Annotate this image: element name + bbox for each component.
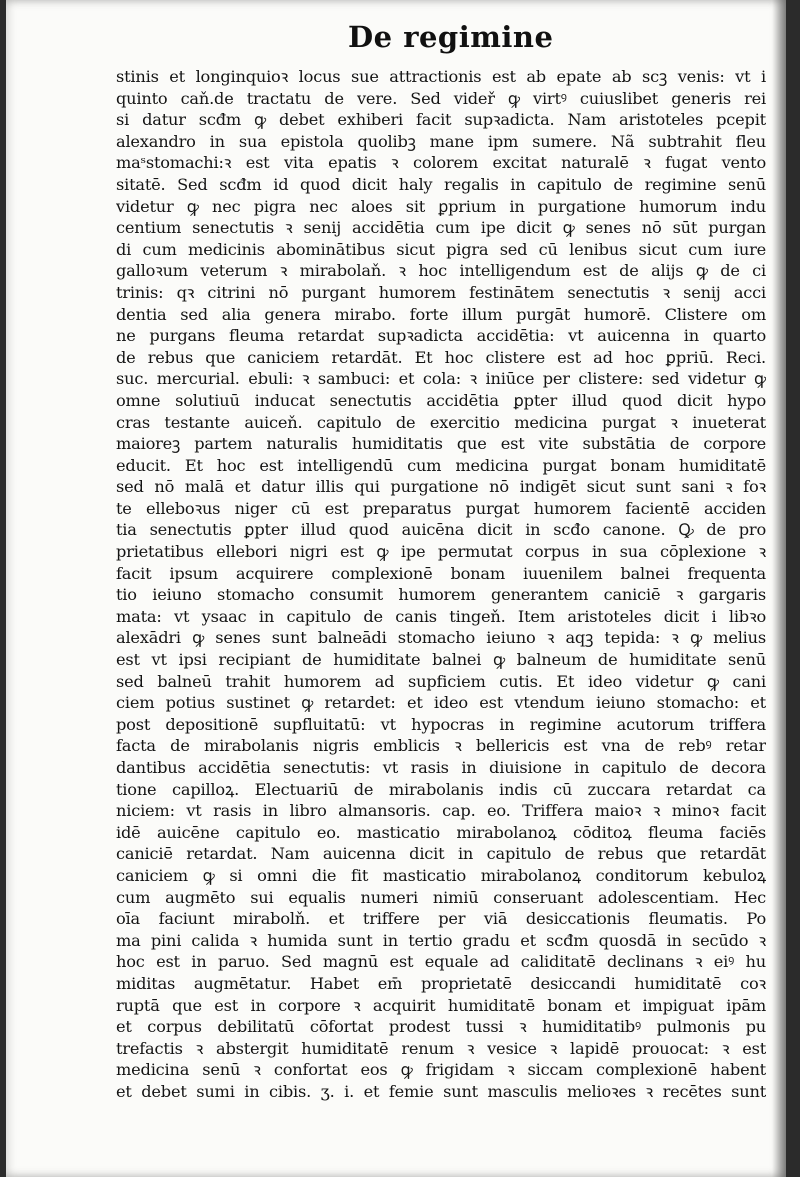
text-line: mata: vt ysaac in capitulo de canis tingeň. Item aristoteles dicit i libꝛo [116, 606, 766, 626]
text-line: te elleboꝛus niger cū est preparatus purgat humorem facientē acciden [116, 498, 766, 518]
text-line: hoc est in paruo. Sed magnū est equale ad caliditatē declinans ꝛ eiꝰ hu [116, 952, 766, 972]
text-line: tio ieiuno stomacho consumit humorem generantem caniciē ꝛ gargaris [116, 585, 766, 605]
text-line: sed balneū trahit humorem ad supficiem cutis. Et ideo videtur ꝙ cani [116, 671, 766, 691]
text-line: tione capilloꝝ. Electuariū de mirabolanis indis cū zuccara retardat ca [116, 779, 766, 799]
text-line: de rebus que caniciem retardāt. Et hoc clistere est ad hoc ꝑpriū. Reci. [116, 347, 766, 367]
body-text [116, 66, 766, 1103]
text-line: idē auicēne capitulo eo. masticatio mirabolanoꝝ cōditoꝝ fleuma faciēs [116, 822, 766, 842]
text-line: facit ipsum acquirere complexionē bonam iuuenilem balnei frequenta [116, 563, 766, 583]
text-line: alexandro in sua epistola quolibꝫ mane ipm sumere. Nã subtrahit fleu [116, 131, 766, 151]
text-line: trefactis ꝛ abstergit humiditatē renum ꝛ vesice ꝛ lapidē prouocat: ꝛ est [116, 1038, 766, 1058]
text-line: ruptā que est in corpore ꝛ acquirit humiditatē bonam et impiguat ipām [116, 995, 766, 1015]
text-line: facta de mirabolanis nigris emblicis ꝛ bellericis est vna de rebꝰ retar [116, 736, 766, 756]
text-line: prietatibus ellebori nigri est ꝙ ipe permutat corpus in sua cōplexione ꝛ [116, 542, 766, 562]
text-line: galloꝛum veterum ꝛ mirabolaň. ꝛ hoc intelligendum est de alijs ꝙ de ci [116, 261, 766, 281]
text-line: videtur ꝙ nec pigra nec aloes sit ꝑprium in purgatione humorum indu [116, 196, 766, 216]
text-line: caniciē retardat. Nam auicenna dicit in capitulo de rebus que retardāt [116, 844, 766, 864]
text-line: trinis: qꝛ citrini nō purgant humorem festinātem senectutis ꝛ senij acci [116, 282, 766, 302]
text-line: cras testante auiceň. capitulo de exercitio medicina purgat ꝛ inueterat [116, 412, 766, 432]
book-page [6, 0, 786, 1177]
text-line: maioreꝫ partem naturalis humiditatis que est vite substātia de corpore [116, 434, 766, 454]
text-line: ne purgans fleuma retardat supꝛadicta accidētia: vt auicenna in quarto [116, 326, 766, 346]
text-line: centium senectutis ꝛ senij accidētia cum ipe dicit ꝙ senes nō sūt purgan [116, 218, 766, 238]
text-line: dentia sed alia genera mirabo. forte illum purgāt humorē. Clistere om [116, 304, 766, 324]
text-line: oīa faciunt mirabolň. et triffere per viā desiccationis fleumatis. Po [116, 909, 766, 929]
text-line: sitatē. Sed scđm id quod dicit haly regalis in capitulo de regimine senū [116, 174, 766, 194]
text-line: di cum medicinis abominātibus sicut pigra sed cū lenibus sicut cum iure [116, 239, 766, 259]
text-line: est vt ipsi recipiant de humiditate balnei ꝙ balneum de humiditate senū [116, 650, 766, 670]
text-line: quinto caň.de tractatu de vere. Sed videř ꝙ virtꝰ cuiuslibet generis rei [116, 88, 766, 108]
text-line: dantibus accidētia senectutis: vt rasis in diuisione in capitulo de decora [116, 758, 766, 777]
text-line: et corpus debilitatū cōfortat prodest tussi ꝛ humiditatibꝰ pulmonis pu [116, 1017, 766, 1037]
text-line: et debet sumi in cibis. ʒ. i. et femie sunt masculis melioꝛes ꝛ recētes sunt [116, 1081, 766, 1101]
text-line: post depositionē supfluitatū: vt hypocras in regimine acutorum triffera [116, 714, 766, 734]
text-line: educit. Et hoc est intelligendū cum medicina purgat bonam humiditatē [116, 455, 766, 475]
text-line: ma pini calida ꝛ humida sunt in tertio gradu et scđm quosdā in secūdo ꝛ [116, 930, 766, 950]
text-line: cum augmēto sui equalis numeri nimiū conseruant adolescentiam. Hec [116, 887, 766, 907]
text-line: niciem: vt rasis in libro almansoris. cap. eo. Triffera maioꝛ ꝛ minoꝛ facit [116, 801, 766, 821]
text-line: miditas augmētatur. Habet em̄ proprietatē desiccandi humiditatē coꝛ [116, 973, 766, 993]
text-line: omne solutiuū inducat senectutis accidētia ꝑpter illud quod dicit hypo [116, 390, 766, 410]
text-line: sed nō malā et datur illis qui purgatione nō indigēt sicut sunt sani ꝛ foꝛ [116, 477, 766, 497]
text-line: alexādri ꝙ senes sunt balneādi stomacho ieiuno ꝛ aqꝫ tepida: ꝛ ꝙ melius [116, 628, 766, 648]
running-head: De regimine [348, 20, 554, 54]
text-line: caniciem ꝙ si omni die fit masticatio mirabolanoꝝ conditorum kebuloꝝ [116, 865, 766, 885]
text-line: si datur scđm ꝙ debet exhiberi facit supꝛadicta. Nam aristoteles pcepit [116, 110, 766, 130]
text-line: suc. mercurial. ebuli: ꝛ sambuci: et cola: ꝛ iniūce per clistere: sed videtur ꝙ [116, 369, 766, 389]
page-gutter-shadow [772, 0, 786, 1177]
text-line: medicina senū ꝛ confortat eos ꝙ frigidam ꝛ siccam complexionē habent [116, 1060, 766, 1080]
text-line: maˢstomachi:ꝛ est vita epatis ꝛ colorem excitat naturalē ꝛ fugat vento [116, 153, 766, 173]
text-line: tia senectutis ꝑpter illud quod auicēna dicit in scđo canone. Ꝙ de pro [116, 520, 766, 540]
text-line: stinis et longinquioꝛ locus sue attractionis est ab epate ab scꝫ venis: vt i [116, 67, 766, 86]
text-line: ciem potius sustinet ꝙ retardet: et ideo est vtendum ieiuno stomacho: et [116, 693, 766, 713]
